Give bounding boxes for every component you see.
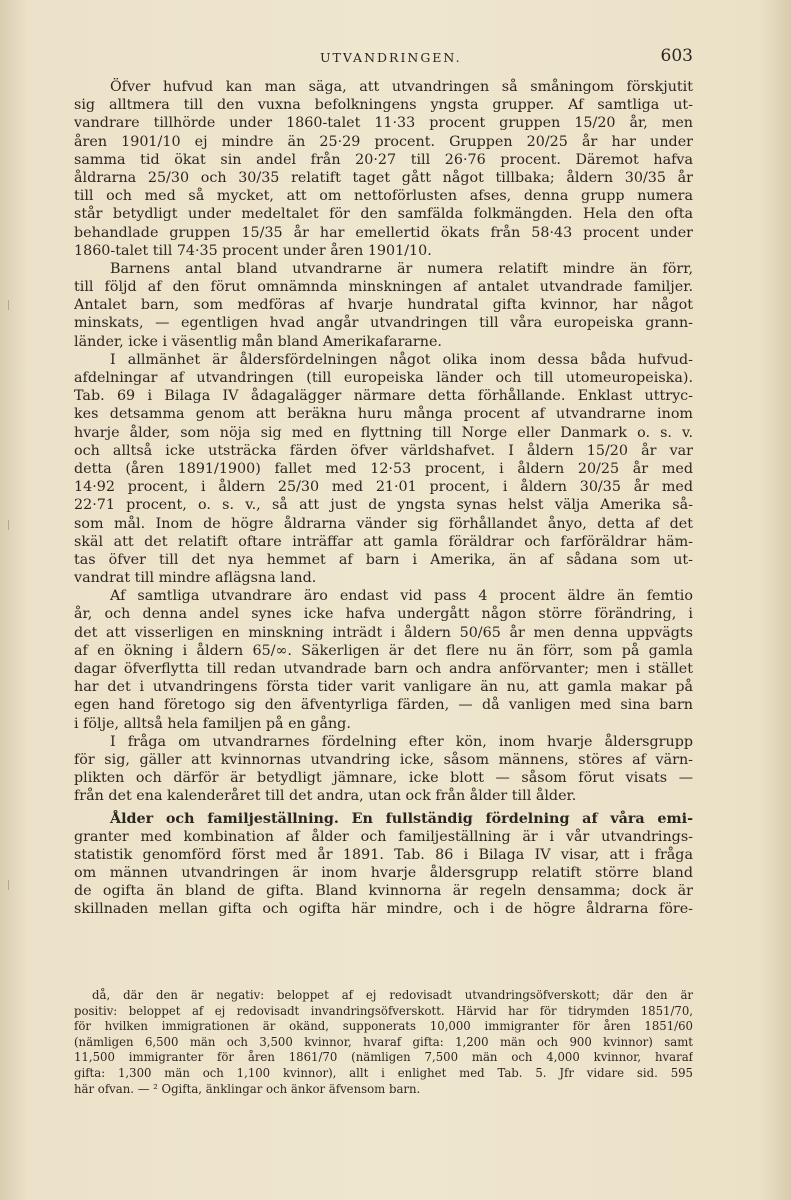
text-line: I fråga om utvandrarnes fördelning efter kön, inom hvarje åldersgrupp [110, 733, 693, 750]
text-line: vandrat till mindre aflägsna land. [74, 570, 317, 587]
text-line: det att visserligen en minskning inträdt i åldern 50/65 år men denna uppvägts [74, 624, 693, 641]
footnote-line: för hvilken immigrationen är okänd, supponerats 10,000 immigranter för åren 1851/60 [74, 1019, 693, 1034]
text-line: har det i utvandringens första tider varit vanligare än nu, att gamla makar på [74, 679, 693, 696]
text-line: af en ökning i åldern 65/∞. Säkerligen är det flere nu än förr, som på gamla [74, 642, 693, 659]
running-title: UTVANDRINGEN. [320, 50, 462, 65]
text-line: Öfver hufvud kan man säga, att utvandringen så småningom förskjutit [110, 79, 693, 95]
text-line: dagar öfverflytta till redan utvandrade barn och andra anförvanter; men i stället [74, 661, 693, 677]
text-line: detta (åren 1891/1900) fallet med 12·53 procent, i åldern 20/25 år med [74, 460, 693, 477]
body-text [74, 78, 693, 919]
page-number: 603 [660, 46, 693, 66]
text-line: hvarje ålder, som nöja sig med en flyttning till Norge eller Danmark o. s. v. [74, 424, 693, 441]
text-line: tas öfver till det nya hemmet af barn i Amerika, än af sådana som ut- [74, 551, 693, 568]
text-line: I allmänhet är åldersfördelningen något olika inom dessa båda hufvud- [110, 351, 693, 368]
footnote-line: 11,500 immigranter för åren 1861/70 (nämligen 7,500 män och 4,000 kvinnor, hvaraf [74, 1050, 693, 1065]
text-line: 14·92 procent, i åldern 25/30 med 21·01 procent, i åldern 30/35 år med [74, 479, 693, 496]
text-line: skillnaden mellan gifta och ogifta här mindre, och i de högre åldrarna före- [74, 901, 693, 918]
text-line: om männen utvandringen är inom hvarje åldersgrupp relatift större bland [74, 865, 693, 882]
footnotes [74, 988, 693, 1097]
text-line: till följd af den förut omnämnda minskningen af antalet utvandrade familjer. [74, 279, 693, 296]
footnote-line: då, där den är negativ: beloppet af ej redovisadt utvandringsöfverskott; där den är [92, 988, 693, 1002]
text-line: egen hand företogo sig den äfventyrliga färden, — då vanligen med sina barn [74, 697, 693, 714]
footnote-line: positiv: beloppet af ej redovisadt invandringsöfverskott. Härvid har för tidrymden 1851/70, [74, 1003, 693, 1018]
text-line: som mål. Inom de högre åldrarna vänder sig förhållandet ånyo, detta af det [74, 515, 693, 532]
text-line: 22·71 procent, o. s. v., så att just de yngsta synas helst välja Amerika så- [74, 497, 693, 514]
text-line: i följe, alltså hela familjen på en gång. [74, 715, 351, 732]
margin-mark [8, 300, 15, 310]
text-line: Tab. 69 i Bilaga IV ådagalägger närmare detta förhållande. Enklast uttryc- [74, 388, 693, 405]
text-line: sig alltmera till den vuxna befolkningens yngsta grupper. Af samtliga ut- [74, 97, 693, 114]
text-line: Antalet barn, som medföras af hvarje hundratal gifta kvinnor, har något [74, 297, 693, 314]
text-line: behandlade gruppen 15/35 år har emellertid ökats från 58·43 procent under [74, 224, 693, 241]
text-line: år, och denna andel synes icke hafva undergått någon större förändring, i [74, 606, 693, 623]
text-line: de ogifta än bland de gifta. Bland kvinnorna är regeln densamma; dock är [74, 883, 693, 900]
text-line: afdelningar af utvandringen (till europeiska länder och till utomeuropeiska). [74, 370, 693, 386]
text-line: för sig, gäller att kvinnornas utvandring icke, såsom männens, störes af värn- [74, 751, 693, 768]
text-line: samma tid ökat sin andel från 20·27 till 26·76 procent. Däremot hafva [74, 151, 693, 168]
footnote-line: (nämligen 6,500 män och 3,500 kvinnor, hvaraf gifta: 1,200 män och 900 kvinnor) samt [74, 1034, 693, 1049]
margin-mark [8, 880, 15, 890]
text-line: plikten och därför är betydligt jämnare, icke blott — såsom förut visats — [74, 770, 693, 787]
text-line: skäl att det relatift oftare inträffar att gamla föräldrar och farföräldrar häm- [74, 533, 693, 550]
section-heading-line: Ålder och familjeställning. En fullständig fördelning af våra emi- [110, 810, 693, 827]
text-line: står betydligt under medeltalet för den samfälda folkmängden. Hela den ofta [74, 206, 693, 223]
text-line: vandrare tillhörde under 1860-talet 11·33 procent gruppen 15/20 år, men [74, 115, 693, 132]
text-line: åldrarna 25/30 och 30/35 relatift taget gått något tillbaka; åldern 30/35 år [74, 169, 693, 186]
text-line: 1860-talet till 74·35 procent under åren 1901/10. [74, 242, 432, 259]
margin-mark [8, 520, 15, 530]
text-line: åren 1901/10 ej mindre än 25·29 procent. Gruppen 20/25 år har under [74, 133, 693, 150]
text-line: kes detsamma genom att beräkna huru många procent af utvandrarne inom [74, 406, 693, 423]
footnote-line: här ofvan. — ² Ogifta, änklingar och änkor äfvensom barn. [74, 1081, 421, 1096]
footnote-line: gifta: 1,300 män och 1,100 kvinnor), allt i enlighet med Tab. 5. Jfr vidare sid. 595 [74, 1065, 693, 1080]
text-line: länder, icke i väsentlig mån bland Amerikafararne. [74, 333, 442, 350]
text-line: granter med kombination af ålder och familjeställning är i vår utvandrings- [74, 828, 693, 845]
text-line: statistik genomförd först med år 1891. Tab. 86 i Bilaga IV visar, att i fråga [74, 846, 693, 863]
text-line: och alltså icke utsträcka färden öfver världshafvet. I åldern 15/20 år var [74, 442, 693, 459]
page-header [74, 48, 693, 70]
text-line: till och med så mycket, att om nettoförlusten afses, denna grupp numera [74, 188, 693, 205]
text-line: från det ena kalenderåret till det andra, utan ock från ålder till ålder. [74, 788, 577, 805]
text-line: Af samtliga utvandrare äro endast vid pass 4 procent äldre än femtio [110, 588, 693, 605]
text-line: Barnens antal bland utvandrarne är numera relatift mindre än förr, [110, 260, 693, 277]
text-line: minskats, — egentligen hvad angår utvandringen till våra europeiska grann- [74, 315, 693, 332]
